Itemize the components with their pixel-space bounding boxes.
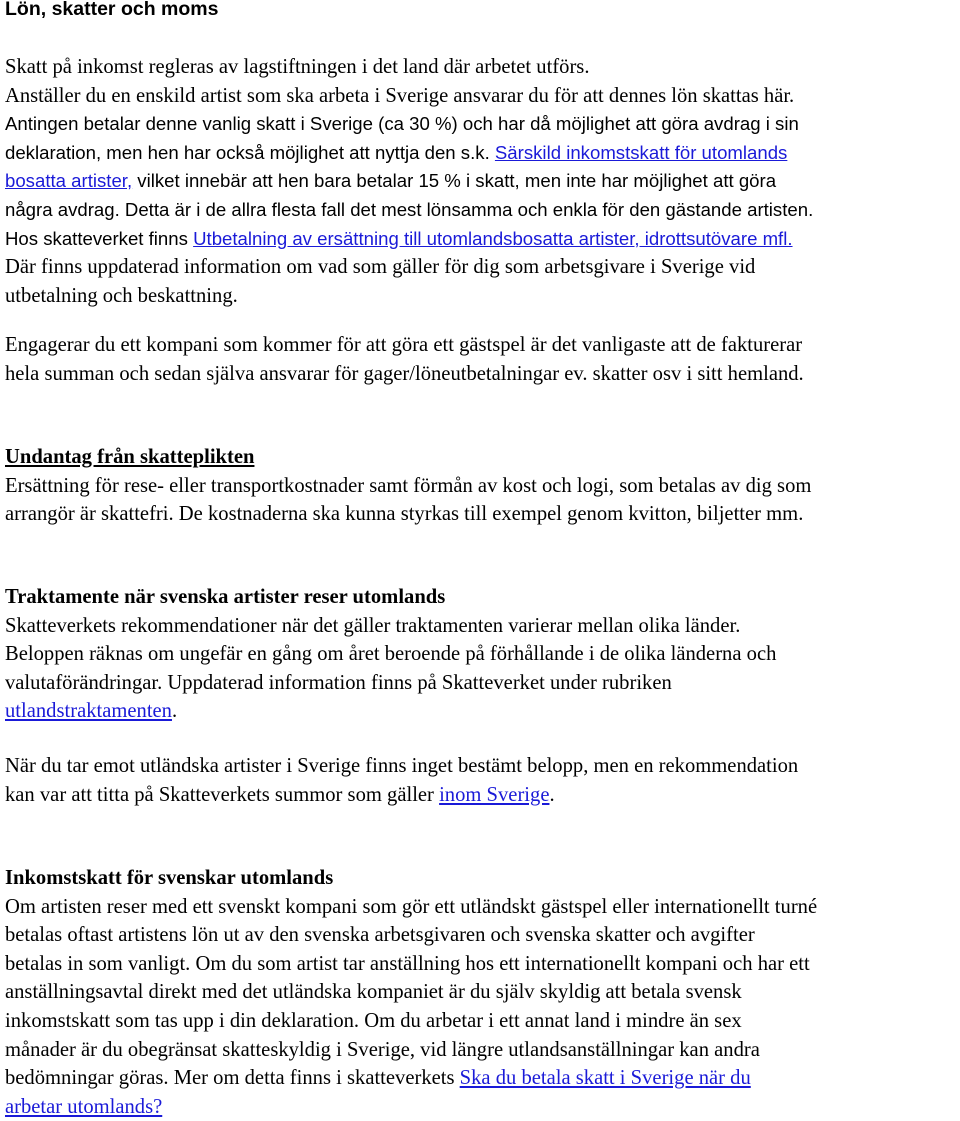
paragraph-line: månader är du obegränsat skatteskyldig i Sverige, vid längre utlandsanställningar kan andra xyxy=(5,1038,760,1061)
paragraph-text: kan var att titta på Skatteverkets summor som gäller xyxy=(5,783,440,806)
paragraph-line xyxy=(5,1093,960,1121)
paragraph-line: Om artisten reser med ett svenskt kompani som gör ett utländskt gästspel eller internationellt turné xyxy=(5,895,818,918)
link-payment-to-foreign-artists[interactable]: Utbetalning av ersättning till utomlandsbosatta artister, idrottsutövare mfl. xyxy=(193,227,793,249)
paragraph-text: . xyxy=(171,700,178,723)
paragraph-line: några avdrag. Detta är i de allra flesta fall det mest lönsamma och enkla för den gästande artisten. xyxy=(5,198,814,220)
link-tax-when-working-abroad-cont[interactable]: arbetar utomlands? xyxy=(5,1095,163,1118)
link-within-sweden[interactable]: inom Sverige xyxy=(439,783,550,806)
paragraph-line: arrangör är skattefri. De kostnaderna ska kunna styrkas till exempel genom kvitton, biljetter mm. xyxy=(5,503,804,526)
paragraph-line xyxy=(5,697,960,726)
paragraph-text: bedömningar göras. Mer om detta finns i skatteverkets xyxy=(5,1067,460,1090)
section-foreign-artists xyxy=(5,752,960,809)
paragraph-line: Där finns uppdaterad information om vad som gäller för dig som arbetsgivare i Sverige vid xyxy=(5,256,756,279)
paragraph-line: Engagerar du ett kompani som kommer för att göra ett gästspel är det vanligaste att de fakturerar xyxy=(5,334,803,356)
section-swedes-abroad xyxy=(5,864,960,1121)
section-heading: Undantag från skatteplikten xyxy=(5,446,255,468)
link-special-income-tax[interactable]: Särskild inkomstskatt för utomlands xyxy=(494,141,788,163)
paragraph-text: deklaration, men hen har också möjlighet att nyttja den s.k. xyxy=(5,141,495,163)
paragraph-text: vilket innebär att hen bara betalar 15 % i skatt, men inte har möjlighet att göra xyxy=(132,170,777,192)
paragraph-line: anställningsavtal direkt med det utländska kompaniet är du själv skyldig att betala svensk xyxy=(5,981,742,1004)
paragraph-text: . xyxy=(549,783,555,806)
section-per-diem xyxy=(5,583,960,726)
section-income-tax xyxy=(5,53,960,310)
link-tax-when-working-abroad[interactable]: Ska du betala skatt i Sverige när du xyxy=(459,1067,751,1090)
paragraph-line: Antingen betalar denne vanlig skatt i Sverige (ca 30 %) och har då möjlighet att göra avdrag i sin xyxy=(5,113,799,135)
paragraph-line: betalas in som vanligt. Om du som artist tar anställning hos ett internationellt kompani och har ett xyxy=(5,952,810,975)
section-company-guest xyxy=(5,331,960,388)
paragraph-line: utbetalning och beskattning. xyxy=(5,284,238,307)
paragraph-line xyxy=(5,1064,960,1093)
paragraph-line xyxy=(5,167,960,196)
section-heading: Traktamente när svenska artister reser utomlands xyxy=(5,586,446,608)
paragraph-line: inkomstskatt som tas upp i din deklaration. Om du arbetar i ett annat land i mindre än sex xyxy=(5,1009,742,1032)
paragraph-line xyxy=(5,139,960,168)
paragraph-text: Hos skatteverket finns xyxy=(5,227,194,249)
paragraph-line: betalas oftast artistens lön ut av den svenska arbetsgivaren och svenska skatter och avgifter xyxy=(5,924,755,947)
paragraph-line: Skatteverkets rekommendationer när det gäller traktamenten varierar mellan olika länder. xyxy=(5,614,741,637)
link-special-income-tax-cont[interactable]: bosatta artister, xyxy=(5,170,133,192)
section-heading: Inkomstskatt för svenskar utomlands xyxy=(5,867,334,889)
page-title: Lön, skatter och moms xyxy=(5,0,219,20)
paragraph-line: Skatt på inkomst regleras av lagstiftningen i det land där arbetet utförs. xyxy=(5,56,590,78)
link-foreign-per-diem[interactable]: utlandstraktamenten xyxy=(5,700,172,723)
paragraph-line: Anställer du en enskild artist som ska arbeta i Sverige ansvarar du för att dennes lön skattas här. xyxy=(5,84,795,107)
paragraph-line xyxy=(5,781,960,810)
paragraph-line: Beloppen räknas om ungefär en gång om året beroende på förhållande i de olika länderna och xyxy=(5,643,777,666)
paragraph-line: valutaförändringar. Uppdaterad information finns på Skatteverket under rubriken xyxy=(5,671,672,694)
paragraph-line: Ersättning för rese- eller transportkostnader samt förmån av kost och logi, som betalas av dig som xyxy=(5,474,812,497)
paragraph-line: hela summan och sedan själva ansvarar för gager/löneutbetalningar ev. skatter osv i sitt hemland. xyxy=(5,362,804,385)
paragraph-line: När du tar emot utländska artister i Sverige finns inget bestämt belopp, men en rekommendation xyxy=(5,755,799,777)
paragraph-line xyxy=(5,225,960,254)
section-tax-exemption xyxy=(5,443,960,529)
